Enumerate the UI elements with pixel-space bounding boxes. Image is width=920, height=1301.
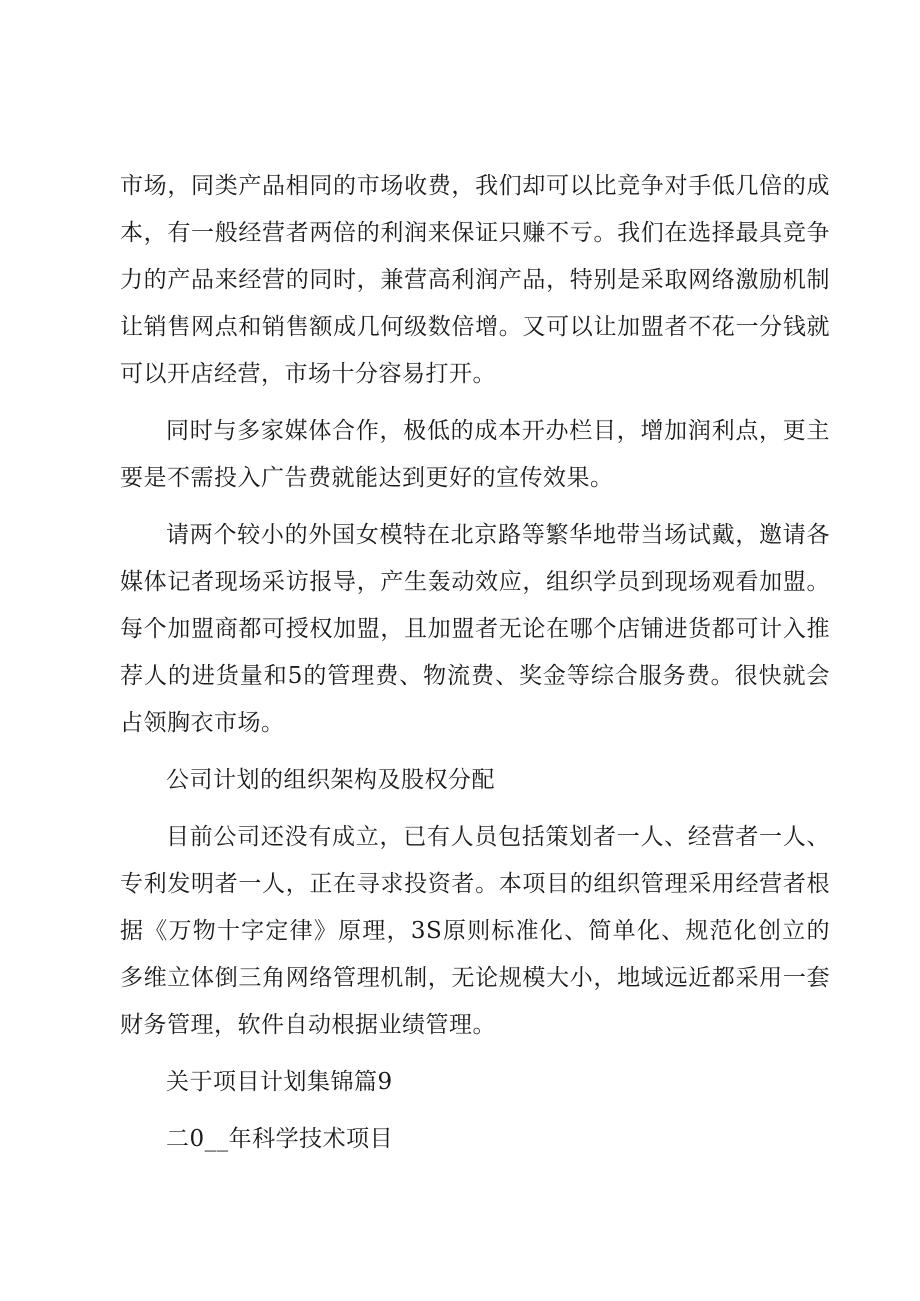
section-heading-organization: 公司计划的组织架构及股权分配 xyxy=(166,767,495,793)
paragraph-organization-structure: 目前公司还没有成立，已有人员包括策划者一人、经营者一人、专利发明者一人，正在寻求投资者。本项目的组织管理采用经营者根据《万物十字定律》原理，3S原则标准化、简单化、规范化创立的多维立体倒三角网络管理机制，无论规模大小，地域远近都采用一套财务管理，软件自动根据业绩管理。 xyxy=(120,824,830,1038)
document-body xyxy=(120,163,830,1163)
section-heading-project-plan: 关于项目计划集锦篇9 xyxy=(166,1069,393,1095)
paragraph-model-promotion: 请两个较小的外国女模特在北京路等繁华地带当场试戴，邀请各媒体记者现场采访报导，产生轰动效应，组织学员到现场观看加盟。每个加盟商都可授权加盟，且加盟者无论在哪个店铺进货都可计入推荐人的进货量和5的管理费、物流费、奖金等综合服务费。很快就会占领胸衣市场。 xyxy=(120,522,830,736)
paragraph-market-cost: 市场，同类产品相同的市场收费，我们却可以比竞争对手低几倍的成本，有一般经营者两倍的利润来保证只赚不亏。我们在选择最具竞争力的产品来经营的同时，兼营高利润产品，特别是采取网络激励机制让销售网点和销售额成几何级数倍增。又可以让加盟者不花一分钱就可以开店经营，市场十分容易打开。 xyxy=(120,173,830,387)
paragraph-media-cooperation: 同时与多家媒体合作，极低的成本开办栏目，增加润利点，更主要是不需投入广告费就能达到更好的宣传效果。 xyxy=(120,418,830,491)
section-heading-science-project: 二0__年科学技术项目 xyxy=(166,1126,394,1152)
